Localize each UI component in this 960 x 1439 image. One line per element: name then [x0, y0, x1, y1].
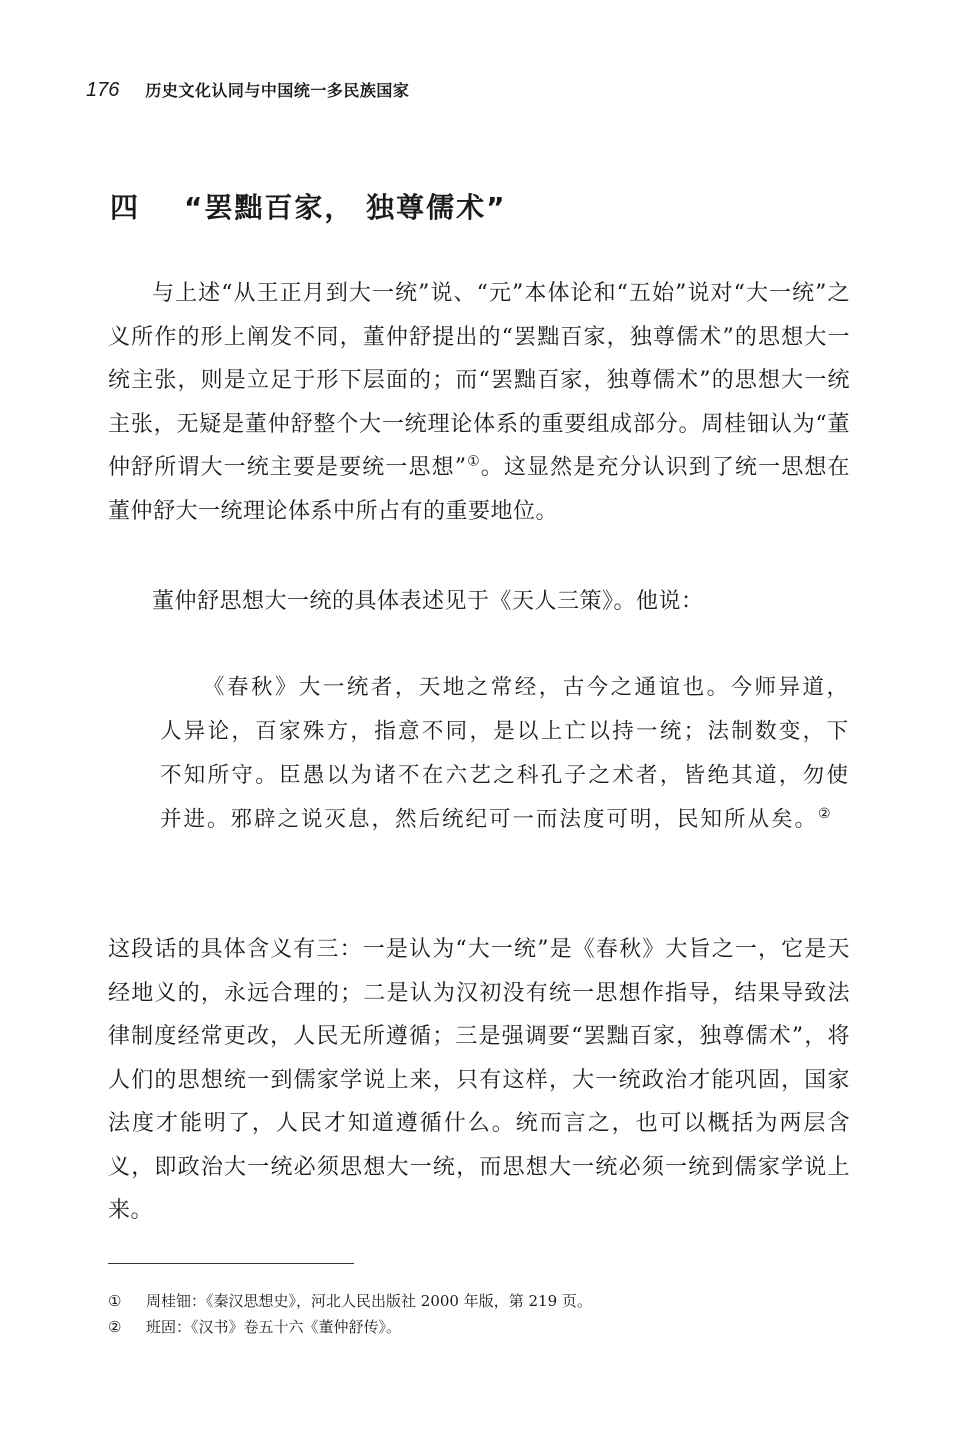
page-number: 176	[86, 79, 120, 101]
footnote-text: 班固：《汉书》卷五十六《董仲舒传》。	[146, 1318, 402, 1336]
footnote-mark: ②	[108, 1318, 122, 1336]
footnote-list	[108, 1288, 850, 1340]
section-number: 四	[110, 191, 141, 224]
footnote-text: 周桂钿：《秦汉思想史》，河北人民出版社 2000 年版，第 219 页。	[146, 1292, 592, 1310]
block-quote	[160, 666, 850, 842]
paragraph-1	[108, 272, 850, 533]
footnote-ref-2: ②	[818, 805, 833, 822]
paragraph-1-text: 与上述“从王正月到大一统”说、“元”本体论和“五始”说对“大一统”之义所作的形上阐发不同，董仲舒提出的“罢黜百家，独尊儒术”的思想大一统主张，则是立足于形下层面的；而“罢黜百家，独尊儒术”的思想大一统主张，无疑是董仲舒整个大一统理论体系的重要组成部分。周桂钿认为“董仲舒所谓大一统主要是要统一思想”	[108, 281, 850, 480]
paragraph-2-text: 董仲舒思想大一统的具体表述见于《天人三策》。他说：	[152, 589, 704, 614]
running-title: 历史文化认同与中国统一多民族国家	[145, 81, 410, 100]
footnote-divider	[108, 1263, 354, 1264]
paragraph-3-text: 这段话的具体含义有三：一是认为“大一统”是《春秋》大旨之一，它是天经地义的，永远合理的；二是认为汉初没有统一思想作指导，结果导致法律制度经常更改，人民无所遵循；三是强调要“罢黜百家，独尊儒术”，将人们的思想统一到儒家学说上来，只有这样，大一统政治才能巩固，国家法度才能明了，人民才知道遵循什么。统而言之，也可以概括为两层含义，即政治大一统必须思想大一统，而思想大一统必须一统到儒家学说上来。	[108, 937, 850, 1223]
section-heading	[110, 186, 507, 230]
paragraph-3	[108, 928, 850, 1233]
footnote-item	[108, 1288, 850, 1314]
block-quote-text: 《春秋》大一统者，天地之常经，古今之通谊也。今师异道，人异论，百家殊方，指意不同，是以上亡以持一统；法制数变，下不知所守。臣愚以为诸不在六艺之科孔子之术者，皆绝其道，勿使并进。邪辟之说灭息，然后统纪可一而法度可明，民知所从矣。	[160, 675, 850, 832]
footnote-item	[108, 1314, 850, 1340]
section-title: “罢黜百家， 独尊儒术”	[184, 191, 507, 224]
paragraph-1-text-after: 。这显然是充分认识到了统一思想在董仲舒大一统理论体系中所占有的重要地位。	[108, 455, 850, 524]
paragraph-2	[108, 580, 850, 624]
footnote-ref-1: ①	[466, 453, 481, 470]
running-head	[86, 78, 409, 108]
footnote-mark: ①	[108, 1292, 122, 1310]
